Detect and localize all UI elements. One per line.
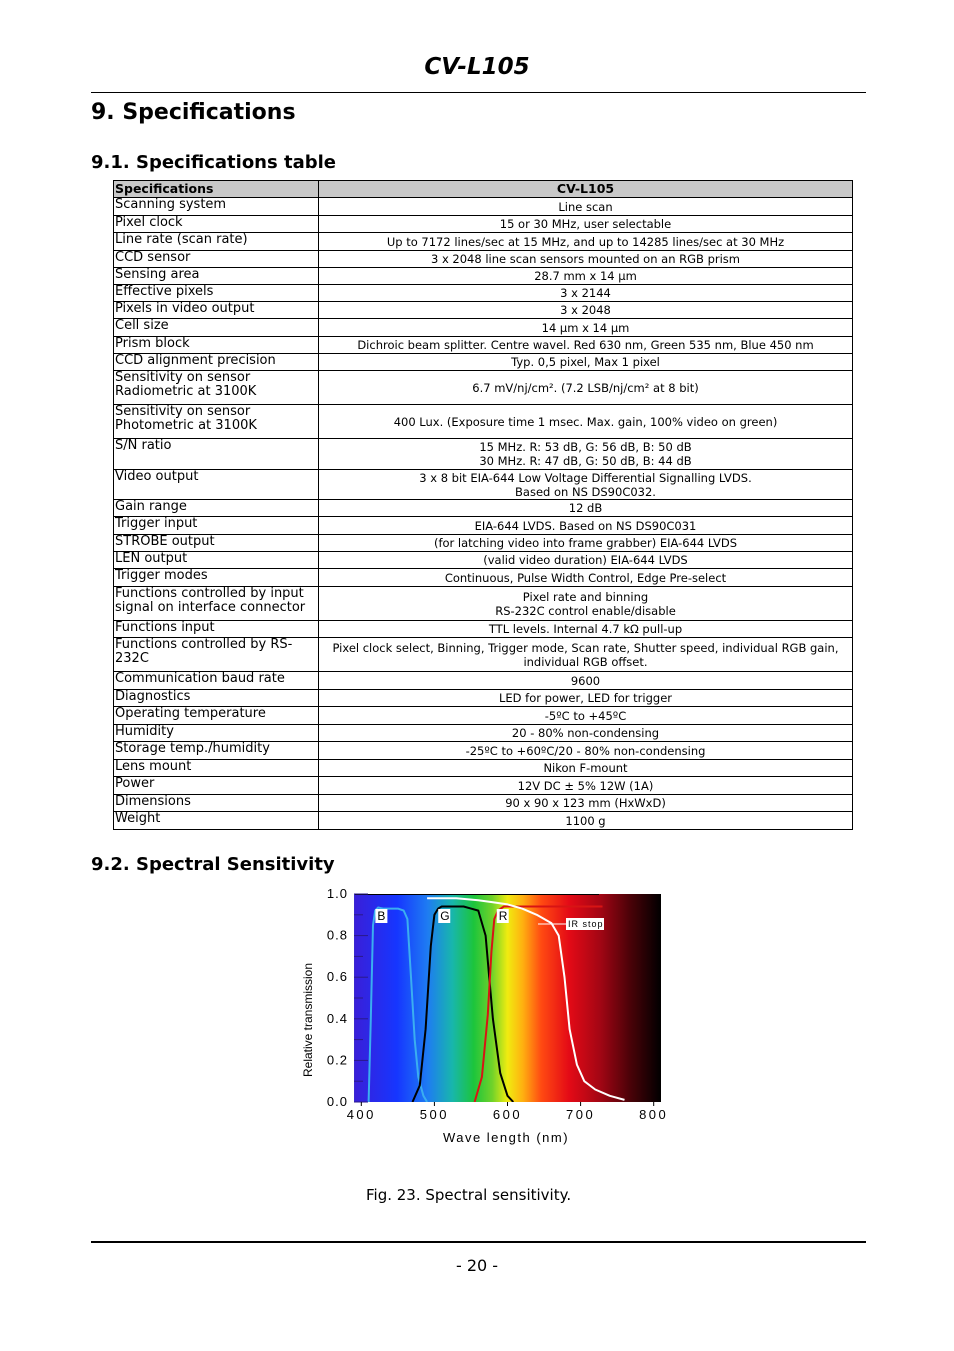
spec-name-cell: Humidity [114, 725, 319, 742]
section-heading: 9. Specifications [91, 100, 296, 125]
table-row [114, 638, 853, 672]
spec-value-cell: 1100 g [319, 812, 853, 830]
table-row [114, 795, 853, 812]
table-row [114, 439, 853, 470]
y-tick-label: 1.0 [326, 886, 348, 901]
table-header-cell: Specifications [114, 181, 319, 198]
table-row [114, 198, 853, 216]
spec-name-cell: LEN output [114, 552, 319, 569]
spec-name-cell: Communication baud rate [114, 672, 319, 690]
spec-value-cell: Pixel rate and binning RS-232C control enable/disable [319, 587, 853, 621]
table-row [114, 760, 853, 777]
spec-name-cell: Trigger input [114, 517, 319, 535]
spec-name-cell: Gain range [114, 500, 319, 517]
spec-value-cell: LED for power, LED for trigger [319, 690, 853, 707]
spec-name-cell: CCD sensor [114, 251, 319, 268]
spec-value-cell: 400 Lux. (Exposure time 1 msec. Max. gain, 100% video on green) [319, 405, 853, 439]
table-row [114, 233, 853, 251]
y-tick-label: 0.4 [326, 1010, 348, 1026]
series-label-ir-stop: IR stop [568, 919, 604, 929]
footer-rule [91, 1241, 866, 1243]
spec-value-cell: 15 MHz. R: 53 dB, G: 56 dB, B: 50 dB 30 MHz. R: 47 dB, G: 50 dB, B: 44 dB [319, 439, 853, 470]
spec-name-cell: Dimensions [114, 795, 319, 812]
subsection-heading-table: 9.1. Specifications table [91, 152, 336, 173]
spec-name-cell: Cell size [114, 319, 319, 337]
figure-caption: Fig. 23. Spectral sensitivity. [366, 1186, 572, 1204]
spec-name-cell: Power [114, 777, 319, 795]
specifications-table [113, 180, 853, 830]
spec-value-cell: Dichroic beam splitter. Centre wavel. Red 630 nm, Green 535 nm, Blue 450 nm [319, 337, 853, 354]
spec-name-cell: Functions controlled by input signal on interface connector [114, 587, 319, 621]
header-rule [91, 92, 866, 93]
x-tick-label: 400 [346, 1107, 376, 1122]
x-tick-label: 800 [639, 1107, 669, 1122]
table-row [114, 535, 853, 552]
table-row [114, 569, 853, 587]
spec-value-cell: 12V DC ± 5% 12W (1A) [319, 777, 853, 795]
y-tick-label: 0.2 [326, 1052, 348, 1068]
table-header-row [114, 181, 853, 198]
subsection-heading-spectral: 9.2. Spectral Sensitivity [91, 854, 335, 875]
table-row [114, 319, 853, 337]
table-row [114, 517, 853, 535]
table-row [114, 470, 853, 500]
table-row [114, 690, 853, 707]
y-axis-label: Relative transmission [301, 962, 315, 1078]
table-row [114, 405, 853, 439]
table-row [114, 672, 853, 690]
spec-name-cell: Lens mount [114, 760, 319, 777]
spec-value-cell: 14 µm x 14 µm [319, 319, 853, 337]
x-axis-label: Wave length (nm) [442, 1130, 570, 1145]
spec-name-cell: Functions controlled by RS-232C [114, 638, 319, 672]
series-label-r: R [498, 909, 508, 923]
spec-value-cell: 3 x 2048 [319, 302, 853, 319]
table-row [114, 302, 853, 319]
table-row [114, 552, 853, 569]
spec-name-cell: CCD alignment precision [114, 354, 319, 371]
chart-svg [290, 880, 670, 1150]
table-header-cell: CV-L105 [319, 181, 853, 198]
x-tick-label: 600 [492, 1107, 523, 1122]
spec-name-cell: Sensitivity on sensor Photometric at 3100K [114, 405, 319, 439]
spectrum-background [354, 894, 661, 1102]
spec-value-cell: (valid video duration) EIA-644 LVDS [319, 552, 853, 569]
spec-value-cell: Pixel clock select, Binning, Trigger mode, Scan rate, Shutter speed, individual RGB gain, individual RGB offset. [319, 638, 853, 672]
table-row [114, 371, 853, 405]
spec-value-cell: Typ. 0,5 pixel, Max 1 pixel [319, 354, 853, 371]
spec-name-cell: Pixel clock [114, 216, 319, 233]
y-tick-label: 0.0 [326, 1094, 348, 1109]
spec-value-cell: 12 dB [319, 500, 853, 517]
page-number: - 20 - [455, 1256, 499, 1275]
spec-name-cell: Sensing area [114, 268, 319, 285]
table-row [114, 337, 853, 354]
table-row [114, 725, 853, 742]
table-row [114, 587, 853, 621]
spec-name-cell: Video output [114, 470, 319, 500]
table-row [114, 216, 853, 233]
spec-name-cell: Line rate (scan rate) [114, 233, 319, 251]
table-row [114, 268, 853, 285]
table-row [114, 707, 853, 725]
spec-value-cell: EIA-644 LVDS. Based on NS DS90C031 [319, 517, 853, 535]
spec-name-cell: S/N ratio [114, 439, 319, 470]
spec-name-cell: Prism block [114, 337, 319, 354]
spec-name-cell: Trigger modes [114, 569, 319, 587]
spectral-sensitivity-chart [290, 880, 670, 1154]
spec-name-cell: STROBE output [114, 535, 319, 552]
spec-value-cell: 6.7 mV/nj/cm². (7.2 LSB/nj/cm² at 8 bit) [319, 371, 853, 405]
table-row [114, 285, 853, 302]
spec-value-cell: 15 or 30 MHz, user selectable [319, 216, 853, 233]
y-tick-label: 0.6 [326, 969, 348, 985]
x-tick-label: 700 [565, 1107, 596, 1122]
spec-value-cell: 9600 [319, 672, 853, 690]
table-row [114, 742, 853, 760]
table-row [114, 812, 853, 830]
spec-value-cell: 3 x 2144 [319, 285, 853, 302]
spec-name-cell: Operating temperature [114, 707, 319, 725]
spec-value-cell: 3 x 2048 line scan sensors mounted on an RGB prism [319, 251, 853, 268]
table-row [114, 354, 853, 371]
spec-name-cell: Scanning system [114, 198, 319, 216]
table-row [114, 621, 853, 638]
spec-name-cell: Diagnostics [114, 690, 319, 707]
spec-value-cell: Nikon F-mount [319, 760, 853, 777]
spec-value-cell: Continuous, Pulse Width Control, Edge Pre-select [319, 569, 853, 587]
spec-name-cell: Weight [114, 812, 319, 830]
spec-name-cell: Storage temp./humidity [114, 742, 319, 760]
table-row [114, 777, 853, 795]
spec-value-cell: TTL levels. Internal 4.7 kΩ pull-up [319, 621, 853, 638]
document-title: CV-L105 [424, 54, 530, 80]
spec-name-cell: Functions input [114, 621, 319, 638]
spec-value-cell: 28.7 mm x 14 µm [319, 268, 853, 285]
spec-value-cell: Up to 7172 lines/sec at 15 MHz, and up to 14285 lines/sec at 30 MHz [319, 233, 853, 251]
table-row [114, 251, 853, 268]
spec-value-cell: 3 x 8 bit EIA-644 Low Voltage Differential Signalling LVDS. Based on NS DS90C032. [319, 470, 853, 500]
series-label-g: G [440, 909, 450, 923]
spec-name-cell: Effective pixels [114, 285, 319, 302]
spec-value-cell: (for latching video into frame grabber) EIA-644 LVDS [319, 535, 853, 552]
spec-value-cell: -25ºC to +60ºC/20 - 80% non-condensing [319, 742, 853, 760]
table-row [114, 500, 853, 517]
spec-name-cell: Sensitivity on sensor Radiometric at 3100K [114, 371, 319, 405]
spec-value-cell: 90 x 90 x 123 mm (HxWxD) [319, 795, 853, 812]
spec-value-cell: 20 - 80% non-condensing [319, 725, 853, 742]
series-label-b: B [377, 909, 386, 923]
spec-value-cell: Line scan [319, 198, 853, 216]
y-tick-label: 0.8 [326, 927, 348, 943]
x-tick-label: 500 [419, 1107, 450, 1122]
spec-name-cell: Pixels in video output [114, 302, 319, 319]
spec-value-cell: -5ºC to +45ºC [319, 707, 853, 725]
